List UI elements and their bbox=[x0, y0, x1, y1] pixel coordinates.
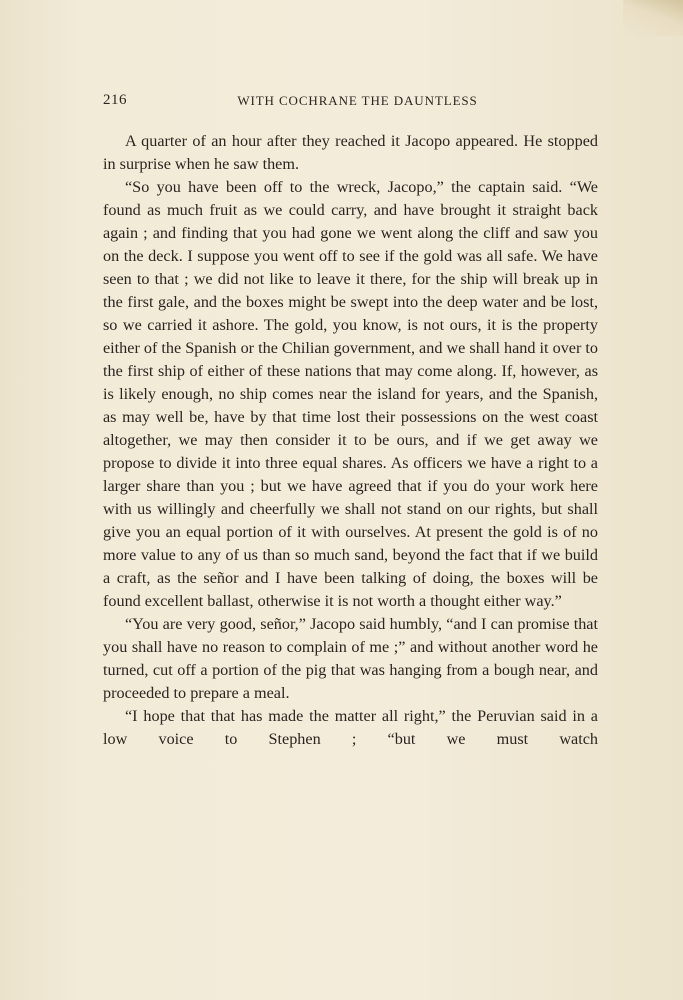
paragraph: “You are very good, señor,” Jacopo said humbly, “and I can promise that you shall have no reason to complain of me ;” and without another word he turned, cut off a portion of the pig that was hanging from a bough near, and proceeded to prepare a meal. bbox=[103, 615, 598, 702]
body-text bbox=[103, 130, 598, 751]
paragraph: A quarter of an hour after they reached it Jacopo appeared. He stopped in surprise when he saw them. bbox=[103, 132, 598, 173]
page-corner-shadow bbox=[623, 0, 683, 36]
page-number: 216 bbox=[103, 92, 127, 108]
paragraph: “I hope that that has made the matter all right,” the Peruvian said in a low voice to Stephen ; “but we must watch bbox=[103, 707, 598, 748]
page-header bbox=[103, 92, 598, 112]
running-head: WITH COCHRANE THE DAUNTLESS bbox=[237, 93, 478, 108]
paragraph: “So you have been off to the wreck, Jacopo,” the captain said. “We found as much fruit as we could carry, and have brought it straight back again ; and finding that you had gone we went along the cliff and saw you on the deck. I suppose you went off to see if the gold was all safe. We have seen to that ; we did not like to leave it there, for the ship will break up in the first gale, and the boxes might be swept into the deep water and be lost, so we carried it ashore. The gold, you know, is not ours, it is the property either of the Spanish or the Chilian government, and we shall hand it over to the first ship of either of these nations that may come along. If, however, as is likely enough, no ship comes near the island for years, and the Spanish, as may well be, have by that time lost their possessions on the west coast altogether, we may then consider it to be ours, and if we get away we propose to divide it into three equal shares. As officers we have a right to a larger share than you ; but we have agreed that if you do your work here with us willingly and cheerfully we shall not stand on our rights, but shall give you an equal portion of it with ourselves. At present the gold is of no more value to any of us than so much sand, beyond the fact that if we build a craft, as the señor and I have been talking of doing, the boxes will be found excellent ballast, otherwise it is not worth a thought either way.” bbox=[103, 178, 598, 610]
